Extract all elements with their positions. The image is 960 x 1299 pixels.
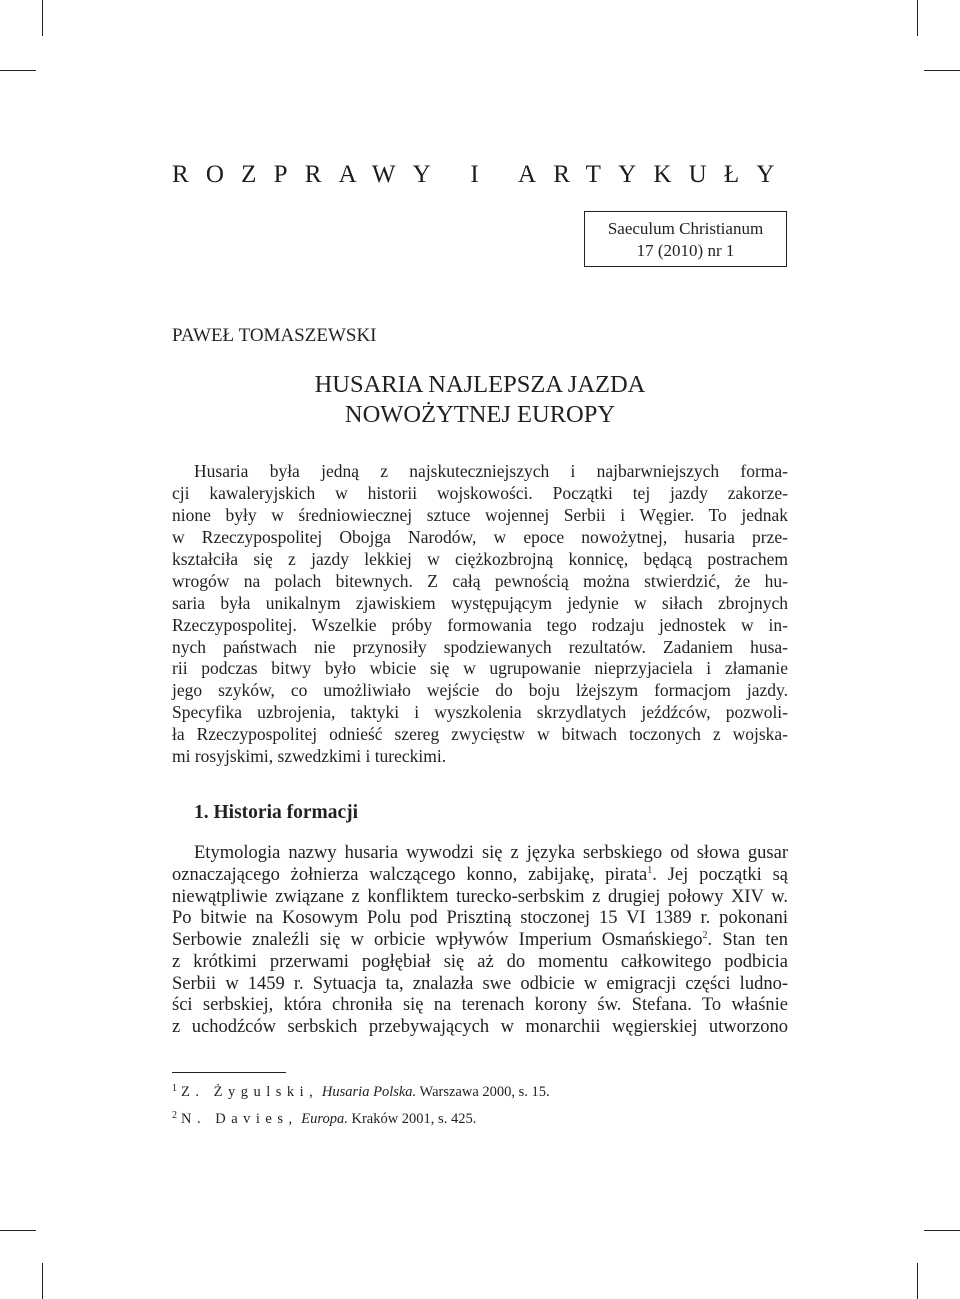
body-text (172, 843, 788, 1039)
abstract-line: Specyfika uzbrojenia, taktyki i wyszkolenia skrzydlatych jeźdźców, pozwoli- (172, 702, 788, 723)
footnote-work: Husaria Polska. (321, 1084, 417, 1100)
author-name: PAWEŁ TOMASZEWSKI (172, 325, 377, 346)
journal-name: Saeculum Christianum (607, 219, 764, 238)
body-line: z krótkimi przerwami pogłębiał się aż do momentu całkowitego podbicia (172, 951, 788, 972)
body-line: Serbii w 1459 r. Sytuacja ta, znalazła swe odbicie w emigracji części ludno- (172, 973, 788, 994)
crop-mark (917, 0, 918, 36)
footnote-separator (172, 1072, 286, 1073)
abstract-line: rii podczas bitwy było wbicie się w ugrupowanie nieprzyjaciela i złamanie (172, 658, 788, 679)
footnotes (172, 1077, 550, 1131)
abstract (172, 461, 788, 768)
section-heading: 1. Historia formacji (194, 802, 359, 823)
abstract-line: jego szyków, co umożliwiało wejście do boju lżejszym formacjom jazdy. (172, 680, 788, 701)
footnote-ref[interactable]: 1 (647, 864, 653, 876)
abstract-line: cji kawaleryjskich w historii wojskowości. Początki tej jazdy zakorze- (172, 482, 788, 503)
footnote (172, 1077, 550, 1104)
footnote-number: 1 (172, 1083, 177, 1094)
footnote-ref[interactable]: 2 (702, 930, 708, 941)
section-header: ROZPRAWY I ARTYKUŁY (172, 161, 792, 188)
title-line: NOWOŻYTNEJ EUROPY (344, 401, 616, 428)
abstract-line: mi rosyjskimi, szwedzkimi i tureckimi. (172, 746, 447, 767)
abstract-line: Rzeczypospolitej. Wszelkie próby formowania tego rodzaju jednostek w in- (172, 614, 788, 635)
footnote (172, 1104, 550, 1131)
crop-mark (42, 0, 43, 36)
footnote-details: Warszawa 2000, s. 15. (419, 1084, 550, 1100)
body-line: oznaczającego żołnierza walczącego konno, zabijakę, pirata$^1$. Jej początki są (172, 864, 788, 885)
body-line: ści serbskiej, która chroniła się na terenach korony św. Stefana. To właśnie (172, 995, 788, 1016)
journal-issue: 17 (2010) nr 1 (636, 241, 735, 260)
abstract-line: Husaria była jedną z najskuteczniejszych i najbarwniejszych forma- (194, 461, 788, 481)
abstract-line: wrogów na polach bitewnych. Z całą pewnością można stwierdzić, że hu- (172, 570, 788, 591)
body-line: z uchodźców serbskich przebywających w monarchii węgierskiej utworzono (172, 1017, 788, 1037)
crop-mark (0, 1230, 36, 1231)
crop-mark (0, 70, 36, 71)
abstract-line: nych państwach nie przynosiły spodziewanych rezultatów. Zadaniem husa- (172, 636, 788, 657)
abstract-line: w Rzeczypospolitej Obojga Narodów, w epoce nowożytnej, husaria prze- (172, 526, 788, 547)
body-line: niewątpliwie związane z konfliktem turecko-serbskim z drugiej połowy XIV w. (172, 886, 788, 907)
footnote-work: Europa. (301, 1111, 348, 1127)
journal-info-box (584, 211, 787, 267)
footnote-author: Z. Żygulski, (181, 1084, 319, 1100)
article-title (172, 370, 788, 430)
footnote-author: N. Davies, (181, 1111, 298, 1127)
footnote-details: Kraków 2001, s. 425. (351, 1111, 477, 1127)
crop-mark (924, 1230, 960, 1231)
footnote-number: 2 (172, 1110, 177, 1121)
abstract-line: kształciła się z jazdy lekkiej w ciężkozbrojną konnicę, będącą postrachem (172, 548, 788, 569)
body-line: Etymologia nazwy husaria wywodzi się z języka serbskiego od słowa gusar (194, 843, 788, 863)
crop-mark (42, 1263, 43, 1299)
abstract-line: nione były w średniowiecznej sztuce wojennej Serbii i Węgier. To jednak (172, 504, 788, 525)
abstract-line: saria była unikalnym zjawiskiem występującym jedynie w siłach zbrojnych (172, 592, 788, 613)
abstract-line: ła Rzeczypospolitej odnieść szereg zwycięstw w bitwach toczonych z wojska- (172, 724, 788, 745)
body-line: Po bitwie na Kosowym Polu pod Prisztiną stoczonej 15 VI 1389 r. pokonani (172, 908, 788, 929)
body-line: Serbowie znaleźli się w orbicie wpływów Imperium Osmańskiego$^2$. Stan ten (172, 930, 788, 950)
crop-mark (924, 70, 960, 71)
crop-mark (917, 1263, 918, 1299)
title-line: HUSARIA NAJLEPSZA JAZDA (314, 371, 646, 398)
